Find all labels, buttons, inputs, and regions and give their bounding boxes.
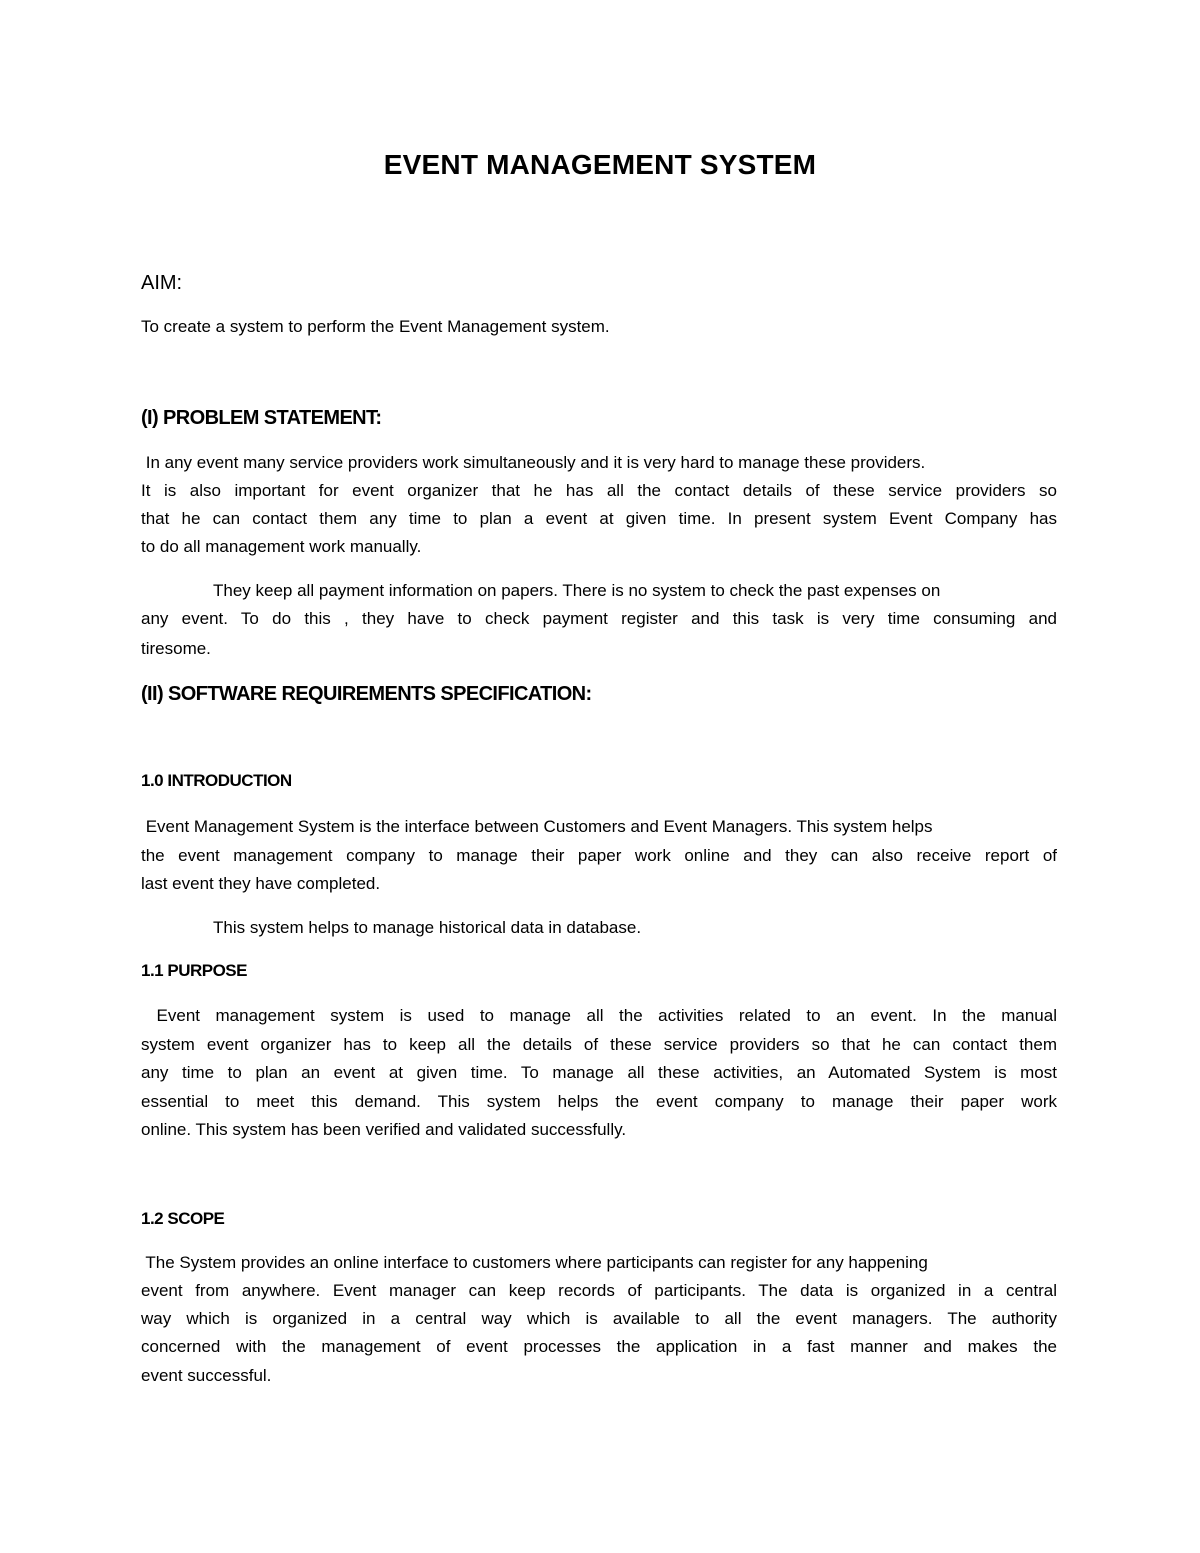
problem-paragraph-line: In any event many service providers work simultaneously and it is very hard to manage these providers. [141, 453, 926, 472]
problem-statement-heading: (I) PROBLEM STATEMENT: [141, 407, 382, 429]
scope-paragraph-line: event successful. [141, 1366, 272, 1385]
scope-heading: 1.2 SCOPE [141, 1209, 225, 1228]
problem-paragraph2-line: They keep all payment information on papers. There is no system to check the past expenses on [213, 581, 941, 600]
purpose-paragraph-line: online. This system has been verified and validated successfully. [141, 1120, 627, 1139]
problem-paragraph-line: that he can contact them any time to plan a event at given time. In present system Event Company has [141, 509, 1057, 528]
problem-paragraph-line: to do all management work manually. [141, 537, 422, 556]
scope-paragraph-line: event from anywhere. Event manager can keep records of participants. The data is organized in a central [141, 1281, 1057, 1300]
problem-paragraph2-line: tiresome. [141, 639, 211, 658]
introduction-paragraph-line: Event Management System is the interface between Customers and Event Managers. This system helps [141, 817, 933, 836]
scope-paragraph-line: way which is organized in a central way which is available to all the event managers. The authority [141, 1309, 1057, 1328]
purpose-paragraph-line: essential to meet this demand. This system helps the event company to manage their paper work [141, 1092, 1057, 1111]
purpose-heading: 1.1 PURPOSE [141, 961, 247, 980]
aim-heading: AIM: [141, 272, 183, 294]
scope-paragraph-line: concerned with the management of event processes the application in a fast manner and makes the [141, 1337, 1057, 1356]
introduction-paragraph-line: the event management company to manage their paper work online and they can also receive report of [141, 846, 1057, 865]
aim-text: To create a system to perform the Event Management system. [141, 317, 610, 336]
purpose-paragraph-line: any time to plan an event at given time. To manage all these activities, an Automated System is most [141, 1063, 1057, 1082]
introduction-paragraph2-line: This system helps to manage historical data in database. [213, 918, 642, 937]
introduction-paragraph-line: last event they have completed. [141, 874, 381, 893]
purpose-paragraph-line: Event management system is used to manage all the activities related to an event. In the manual [141, 1006, 1057, 1025]
scope-paragraph-line: The System provides an online interface to customers where participants can register for any happening [141, 1253, 928, 1272]
introduction-heading: 1.0 INTRODUCTION [141, 771, 292, 790]
purpose-paragraph-line: system event organizer has to keep all the details of these service providers so that he can contact them [141, 1035, 1057, 1054]
srs-heading: (II) SOFTWARE REQUIREMENTS SPECIFICATION: [141, 683, 592, 705]
problem-paragraph-line: It is also important for event organizer that he has all the contact details of these service providers so [141, 481, 1057, 500]
document-title: EVENT MANAGEMENT SYSTEM [383, 149, 817, 180]
problem-paragraph2-line: any event. To do this , they have to check payment register and this task is very time consuming and [141, 609, 1057, 628]
